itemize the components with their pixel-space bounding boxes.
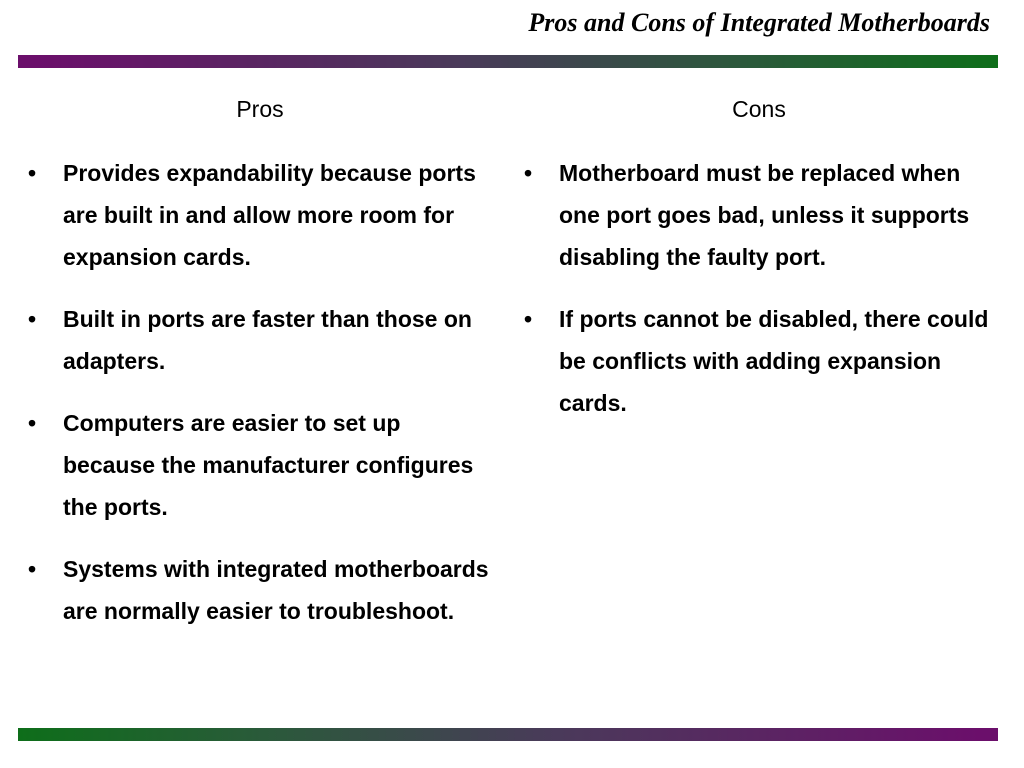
cons-column — [524, 92, 994, 444]
list-item — [28, 152, 492, 278]
pros-item-text: Computers are easier to set up because the manufacturer configures the ports. — [63, 410, 474, 520]
cons-item-text: If ports cannot be disabled, there could be conflicts with adding expansion cards. — [559, 306, 989, 416]
pros-heading: Pros — [236, 96, 284, 122]
cons-item-text: Motherboard must be replaced when one port goes bad, unless it supports disabling the faulty port. — [559, 160, 970, 270]
top-divider-bar — [18, 55, 998, 68]
pros-item-text: Systems with integrated motherboards are normally easier to troubleshoot. — [63, 556, 489, 624]
list-item — [524, 152, 994, 278]
list-item — [28, 402, 492, 528]
pros-item-text: Provides expandability because ports are built in and allow more room for expansion cards. — [63, 160, 476, 270]
list-item — [28, 548, 492, 632]
bullet-icon: • — [524, 160, 533, 186]
list-item — [28, 298, 492, 382]
bullet-icon: • — [28, 160, 37, 186]
pros-list — [28, 152, 492, 632]
cons-heading: Cons — [732, 96, 786, 122]
bullet-icon: • — [28, 556, 37, 582]
pros-column — [28, 92, 492, 652]
bullet-icon: • — [28, 410, 37, 436]
list-item — [524, 298, 994, 424]
bullet-icon: • — [28, 306, 37, 332]
bullet-icon: • — [524, 306, 533, 332]
slide-title: Pros and Cons of Integrated Motherboards — [528, 8, 990, 37]
pros-item-text: Built in ports are faster than those on adapters. — [63, 306, 472, 374]
cons-list — [524, 152, 994, 424]
bottom-divider-bar — [18, 728, 998, 741]
